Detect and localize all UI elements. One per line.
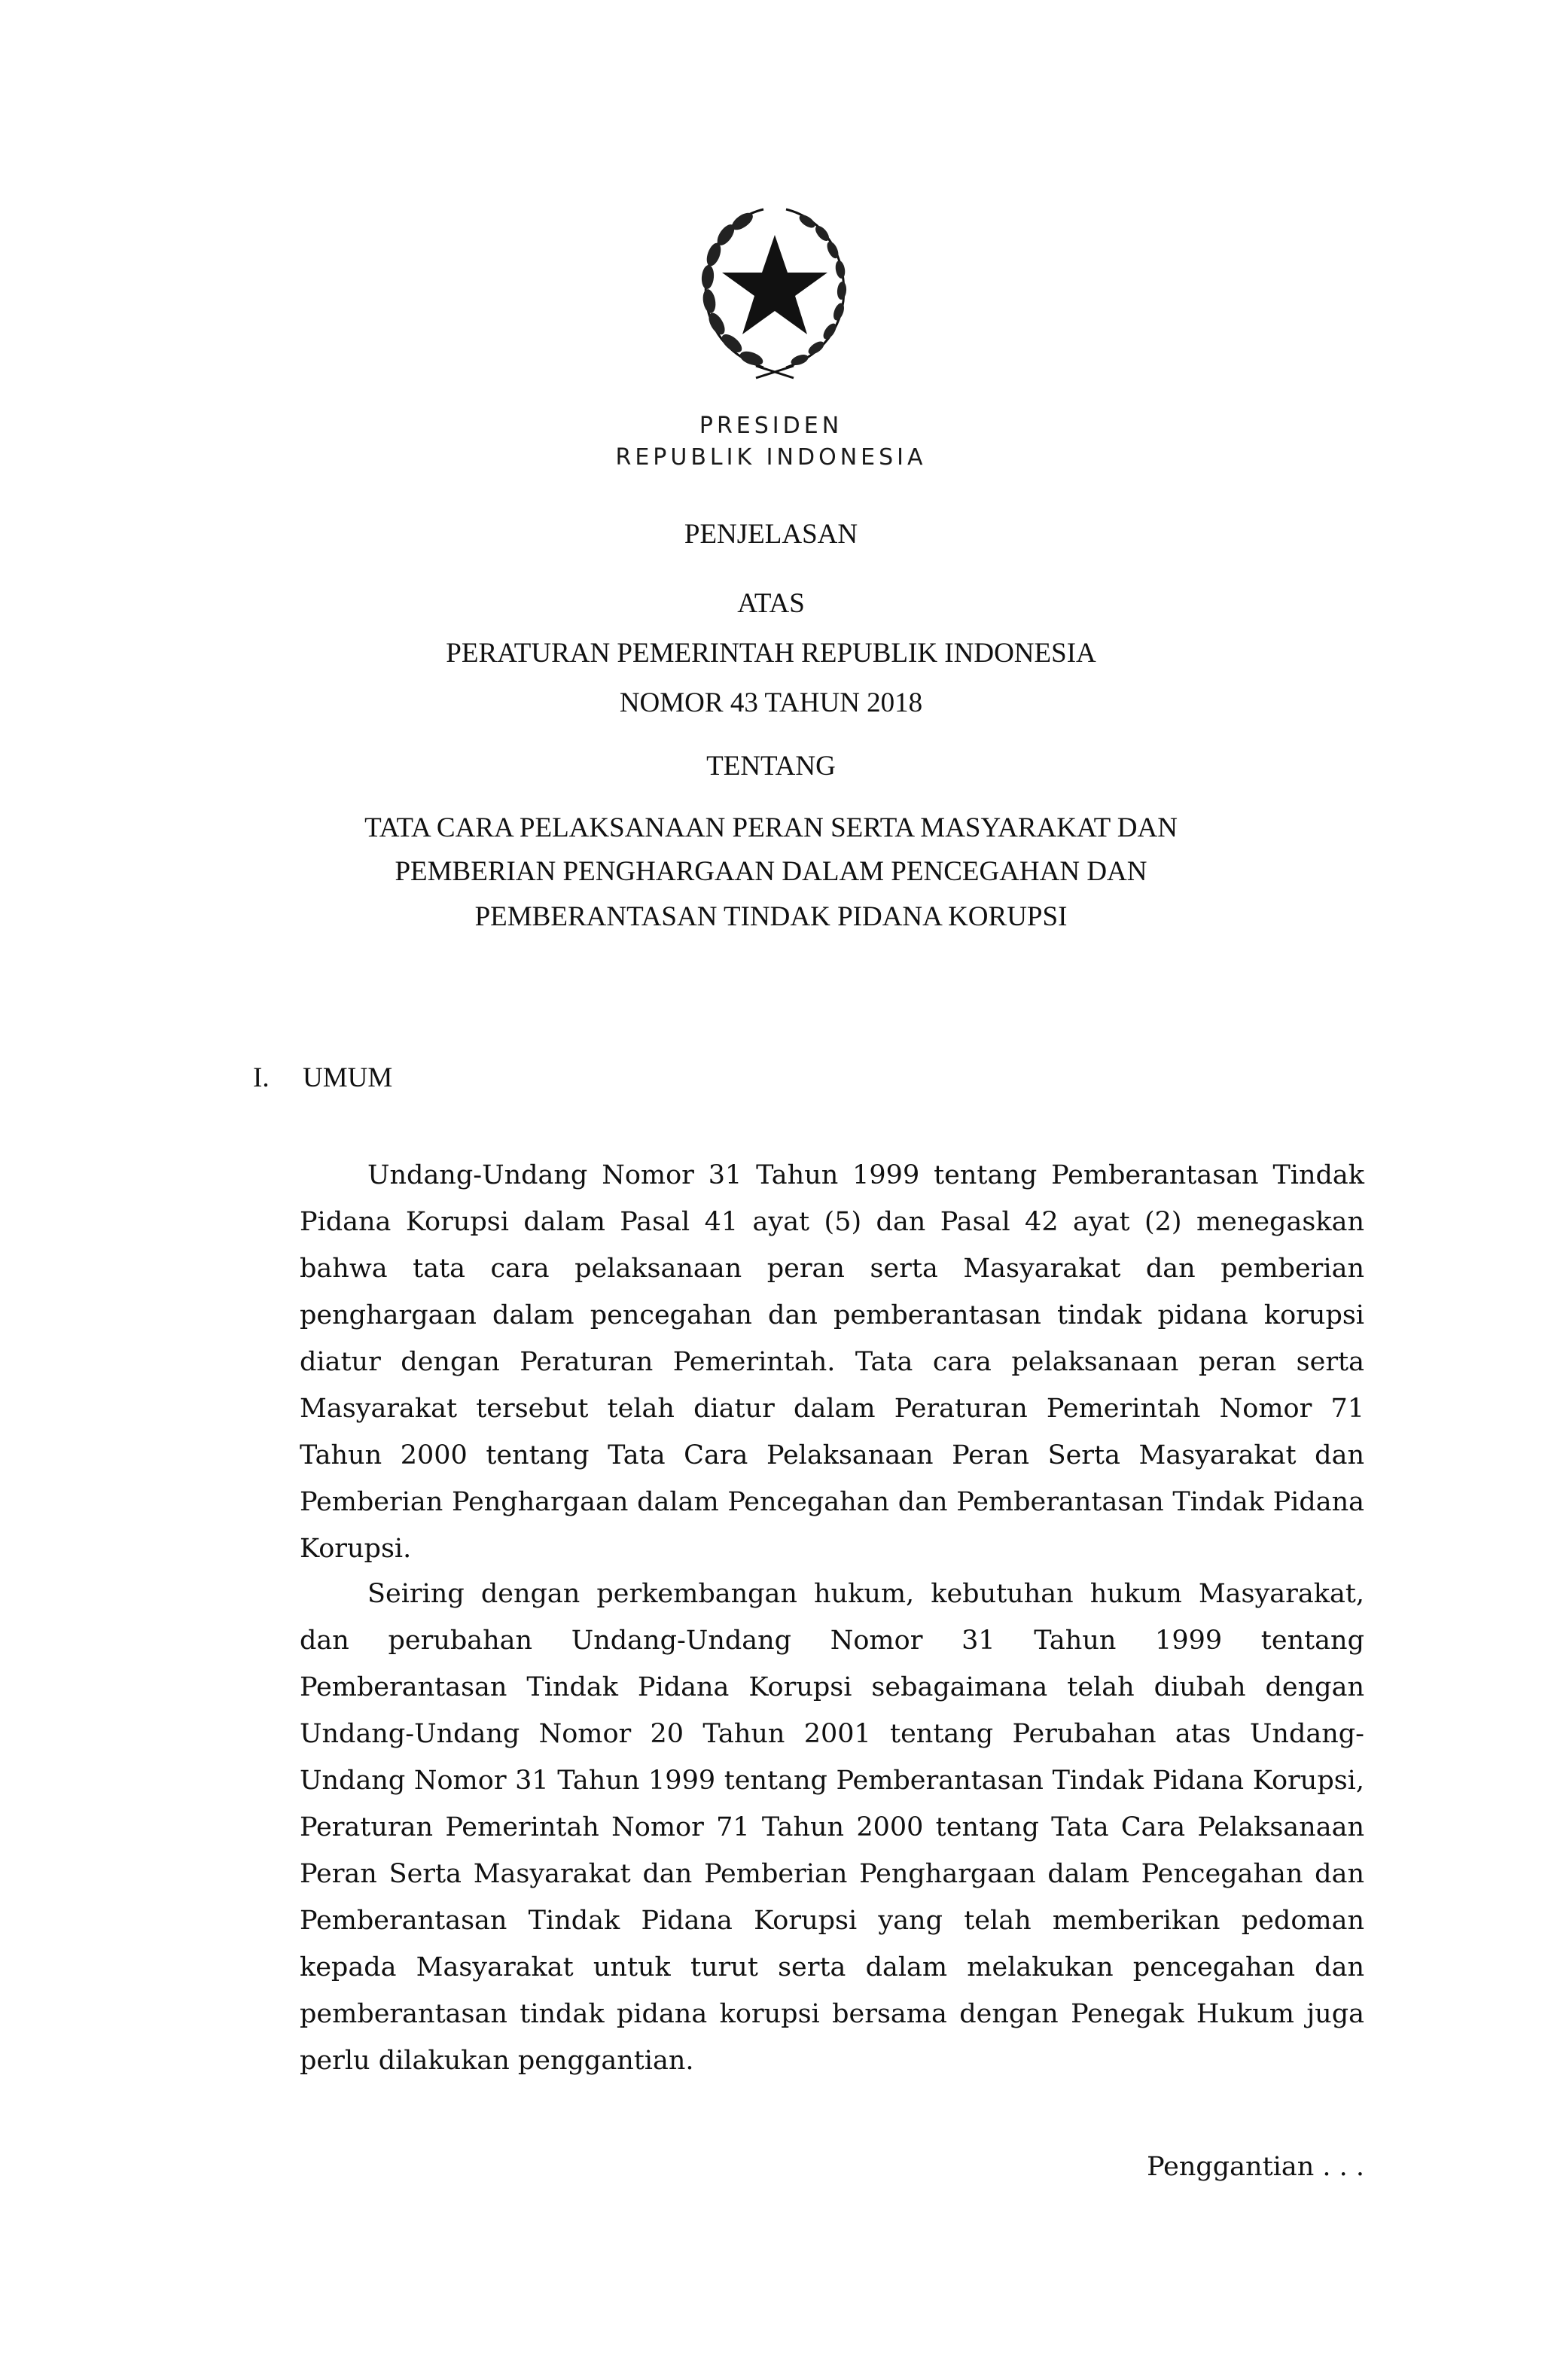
section-label: UMUM: [303, 1062, 393, 1093]
presidential-emblem-icon: [673, 188, 876, 384]
title-penjelasan: PENJELASAN: [684, 519, 858, 550]
title-subject-line-1: TATA CARA PELAKSANAAN PERAN SERTA MASYARAKAT DAN: [364, 812, 1178, 843]
title-atas: ATAS: [737, 588, 805, 619]
paragraph-1: Undang-Undang Nomor 31 Tahun 1999 tentang Pemberantasan Tindak Pidana Korupsi dalam Pasal 41 ayat (5) dan Pasal 42 ayat (2) menegaskan bahwa tata cara pelaksanaan peran serta Masyarakat dan pemberian penghargaan dalam pencegahan dan pemberantasan tindak pidana korupsi diatur dengan Peraturan Pemerintah. Tata cara pelaksanaan peran serta Masyarakat tersebut telah diatur dalam Peraturan Pemerintah Nomor 71 Tahun 2000 tentang Tata Cara Pelaksanaan Peran Serta Masyarakat dan Pemberian Penghargaan dalam Pencegahan dan Pemberantasan Tindak Pidana Korupsi.: [300, 1160, 1364, 1564]
letterhead-president: PRESIDEN: [699, 413, 843, 439]
title-tentang: TENTANG: [706, 751, 836, 782]
paragraph-2: Seiring dengan perkembangan hukum, kebutuhan hukum Masyarakat, dan perubahan Undang-Undang Nomor 31 Tahun 1999 tentang Pemberantasan Tindak Pidana Korupsi sebagaimana telah diubah dengan Undang-Undang Nomor 20 Tahun 2001 tentang Perubahan atas Undang-Undang Nomor 31 Tahun 1999 tentang Pemberantasan Tindak Pidana Korupsi, Peraturan Pemerintah Nomor 71 Tahun 2000 tentang Tata Cara Pelaksanaan Peran Serta Masyarakat dan Pemberian Penghargaan dalam Pencegahan dan Pemberantasan Tindak Pidana Korupsi yang telah memberikan pedoman kepada Masyarakat untuk turut serta dalam melakukan pencegahan dan pemberantasan tindak pidana korupsi bersama dengan Penegak Hukum juga perlu dilakukan penggantian.: [300, 1579, 1364, 2076]
continuation-marker: Penggantian . . .: [1147, 2152, 1364, 2182]
title-subject-line-2: PEMBERIAN PENGHARGAAN DALAM PENCEGAHAN DAN: [395, 856, 1147, 887]
section-number: I.: [253, 1062, 270, 1093]
title-subject-line-3: PEMBERANTASAN TINDAK PIDANA KORUPSI: [474, 901, 1068, 932]
title-regulation: PERATURAN PEMERINTAH REPUBLIK INDONESIA: [446, 638, 1096, 669]
letterhead-republic: REPUBLIK INDONESIA: [615, 444, 927, 471]
title-number: NOMOR 43 TAHUN 2018: [619, 687, 923, 718]
